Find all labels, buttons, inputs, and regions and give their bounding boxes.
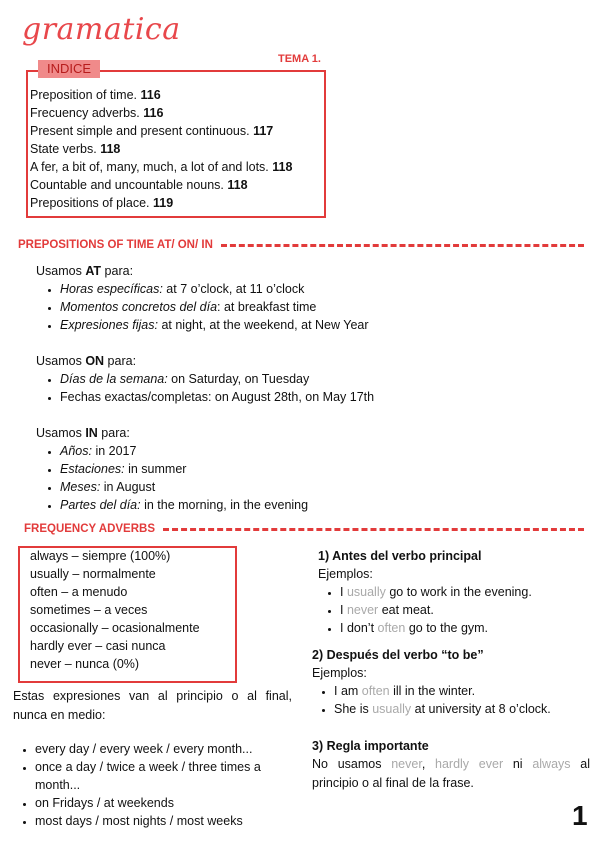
list-item: • most days / most nights / most weeks <box>35 812 298 830</box>
list-item: • on Fridays / at weekends <box>35 794 298 812</box>
index-label: INDICE <box>38 60 100 78</box>
index-item: Countable and uncountable nouns. 118 <box>30 178 248 192</box>
expressions-block <box>13 740 298 830</box>
list-item: • Meses: in August <box>60 478 308 496</box>
rule2-block <box>312 646 588 718</box>
frequency-item: often – a menudo <box>30 585 128 599</box>
frequency-note: Estas expresiones van al principio o al final, nunca en medio: <box>13 689 292 722</box>
on-intro: Usamos ON para: <box>36 354 137 368</box>
in-intro: Usamos IN para: <box>36 426 130 440</box>
list-item: • Años: in 2017 <box>60 442 308 460</box>
list-item: • I usually go to work in the evening. <box>340 583 588 601</box>
rule1-ejemplos: Ejemplos: <box>318 567 373 581</box>
index-item: A fer, a bit of, many, much, a lot of and lots. 118 <box>30 160 293 174</box>
frequency-item: hardly ever – casi nunca <box>30 639 166 653</box>
list-item: • every day / every week / every month... <box>35 740 298 758</box>
list-item: • Momentos concretos del día: at breakfast time <box>60 298 369 316</box>
dash-divider <box>221 244 584 247</box>
rule3-text: No usamos never, hardly ever ni always al principio o al final de la frase. <box>312 757 590 790</box>
page-title: gramatica <box>22 12 181 47</box>
page-number: 1 <box>572 800 588 831</box>
rule2-ejemplos: Ejemplos: <box>312 666 367 680</box>
at-block <box>36 262 369 334</box>
index-item: State verbs. 118 <box>30 142 121 156</box>
list-item: • Fechas exactas/completas: on August 28th, on May 17th <box>60 388 374 406</box>
frequency-item: always – siempre (100%) <box>30 549 171 563</box>
frequency-item: sometimes – a veces <box>30 603 148 617</box>
rule2-heading: 2) Después del verbo “to be” <box>312 648 484 662</box>
index-item: Prepositions of place. 119 <box>30 196 174 210</box>
list-item: • I am often ill in the winter. <box>334 682 588 700</box>
list-item: • I never eat meat. <box>340 601 588 619</box>
rule3-block <box>312 737 590 793</box>
list-item: • Partes del día: in the morning, in the evening <box>60 496 308 514</box>
frequency-item: never – nunca (0%) <box>30 657 140 671</box>
index-list <box>30 86 330 212</box>
frequency-list <box>30 547 200 673</box>
index-item: Frecuency adverbs. 116 <box>30 106 164 120</box>
list-item: • Días de la semana: on Saturday, on Tuesday <box>60 370 374 388</box>
list-item: • I don’t often go to the gym. <box>340 619 588 637</box>
frequency-item: occasionally – ocasionalmente <box>30 621 200 635</box>
tema-label: TEMA 1. <box>278 53 321 65</box>
at-intro: Usamos AT para: <box>36 264 134 278</box>
in-block <box>36 424 308 514</box>
on-block <box>36 352 374 406</box>
rule1-block <box>318 547 588 637</box>
list-item: • Horas específicas: at 7 o’clock, at 11 o’clock <box>60 280 369 298</box>
prepositions-heading: PREPOSITIONS OF TIME AT/ ON/ IN <box>18 239 584 251</box>
list-item: • Estaciones: in summer <box>60 460 308 478</box>
list-item: • She is usually at university at 8 o’clock. <box>334 700 588 718</box>
frequency-item: usually – normalmente <box>30 567 156 581</box>
dash-divider <box>163 528 584 531</box>
frequency-heading: FREQUENCY ADVERBS <box>24 523 584 535</box>
index-item: Present simple and present continuous. 117 <box>30 124 274 138</box>
list-item: • once a day / twice a week / three times a month... <box>35 758 298 794</box>
rule3-heading: 3) Regla importante <box>312 739 429 753</box>
rule1-heading: 1) Antes del verbo principal <box>318 549 482 563</box>
list-item: • Expresiones fijas: at night, at the weekend, at New Year <box>60 316 369 334</box>
index-item: Preposition of time. 116 <box>30 88 161 102</box>
